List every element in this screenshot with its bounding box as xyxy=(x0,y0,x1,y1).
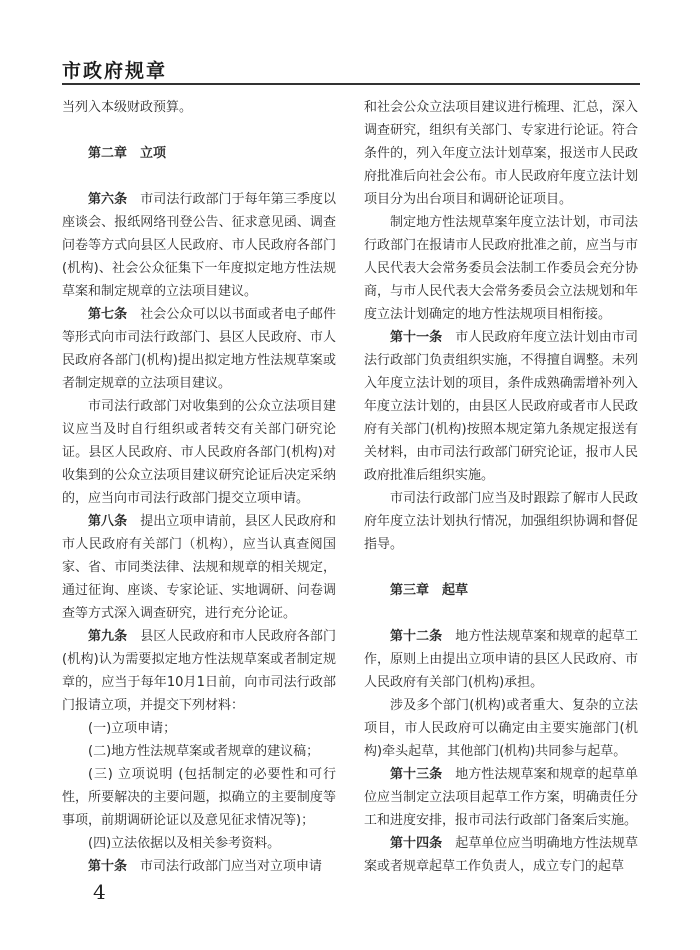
article-text: 市人民政府年度立法计划由市司法行政部门负责组织实施，不得擅自调整。未列入年度立法计划的项目，条件成熟确需增补列入年度立法计划的，由县区人民政府或者市人民政府有关部门(机构)按照本规定第九条规定报送有关材料，由市司法行政部门研究论证，报市人民政府批准后组织实施。 xyxy=(364,330,638,483)
article-9 xyxy=(62,625,336,717)
article-label: 第七条 xyxy=(88,307,128,322)
article-text: 社会公众可以以书面或者电子邮件等形式向市司法行政部门、县区人民政府、市人民政府各部门(机构)提出拟定地方性法规草案或者制定规章的立法项目建议。 xyxy=(62,307,336,391)
paragraph: 和社会公众立法项目建议进行梳理、汇总，深入调查研究，组织有关部门、专家进行论证。符合条件的，列入年度立法计划草案，报送市人民政府批准后向社会公布。市人民政府年度立法计划项目分为出台项目和调研论证项目。 xyxy=(364,100,638,207)
paragraph: 涉及多个部门(机构)或者重大、复杂的立法项目，市人民政府可以确定由主要实施部门(机构)牵头起草，其他部门(机构)共同参与起草。 xyxy=(364,698,638,759)
article-13 xyxy=(364,763,638,832)
article-label: 第十一条 xyxy=(390,330,443,345)
right-column xyxy=(364,96,638,878)
article-label: 第十四条 xyxy=(390,836,443,851)
list-item: (一)立项申请； xyxy=(88,721,177,736)
chapter-heading: 第二章 立项 xyxy=(88,146,167,161)
article-text: 县区人民政府和市人民政府各部门(机构)认为需要拟定地方性法规草案或者制定规章的，应当于每年10月1日前，向市司法行政部门报请立项，并提交下列材料： xyxy=(62,629,336,713)
article-label: 第十条 xyxy=(88,859,128,874)
article-text: 起草单位应当明确地方性法规草案或者规章起草工作负责人，成立专门的起草 xyxy=(364,836,638,874)
article-label: 第六条 xyxy=(88,192,128,207)
article-text: 提出立项申请前，县区人民政府和市人民政府有关部门（机构），应当认真查阅国家、省、市同类法律、法规和规章的相关规定，通过征询、座谈、专家论证、实地调研、问卷调查等方式深入调查研究，进行充分论证。 xyxy=(62,514,336,621)
article-6 xyxy=(62,188,336,303)
paragraph: 当列入本级财政预算。 xyxy=(62,100,193,115)
chapter-heading: 第三章 起草 xyxy=(390,583,469,598)
article-8 xyxy=(62,510,336,625)
article-text: 地方性法规草案和规章的起草单位应当制定立法项目起草工作方案，明确责任分工和进度安排，报市司法行政部门备案后实施。 xyxy=(364,767,638,828)
article-text: 市司法行政部门应当对立项申请 xyxy=(127,859,323,874)
section-title: 市政府规章 xyxy=(62,60,168,82)
left-column xyxy=(62,96,336,878)
paragraph: 制定地方性法规草案年度立法计划，市司法行政部门在报请市人民政府批准之前，应当与市人民代表大会常务委员会法制工作委员会充分协商，与市人民代表大会常务委员会立法规划和年度立法计划确定的地方性法规项目相衔接。 xyxy=(364,215,638,322)
article-label: 第十三条 xyxy=(390,767,443,782)
list-item: (二)地方性法规草案或者规章的建议稿； xyxy=(88,744,320,759)
article-10 xyxy=(62,855,336,878)
article-7 xyxy=(62,303,336,395)
list-item: (三) 立项说明 (包括制定的必要性和可行性，所要解决的主要问题，拟确立的主要制度等事项，前期调研论证以及意见征求情况等)； xyxy=(62,767,336,828)
article-text: 地方性法规草案和规章的起草工作，原则上由提出立项申请的县区人民政府、市人民政府有关部门(机构)承担。 xyxy=(364,629,638,690)
article-label: 第八条 xyxy=(88,514,128,529)
article-label: 第十二条 xyxy=(390,629,443,644)
paragraph: 市司法行政部门对收集到的公众立法项目建议应当及时自行组织或者转交有关部门研究论证。县区人民政府、市人民政府各部门(机构)对收集到的公众立法项目建议研究论证后决定采纳的，应当向市司法行政部门提交立项申请。 xyxy=(62,399,336,506)
header-divider xyxy=(62,83,640,85)
article-text: 市司法行政部门于每年第三季度以座谈会、报纸网络刊登公告、征求意见函、调查问卷等方式向县区人民政府、市人民政府各部门(机构)、社会公众征集下一年度拟定地方性法规草案和制定规章的立法项目建议。 xyxy=(62,192,336,299)
article-label: 第九条 xyxy=(88,629,128,644)
article-11 xyxy=(364,326,638,487)
list-item: (四)立法依据以及相关参考资料。 xyxy=(88,836,281,851)
article-14 xyxy=(364,832,638,878)
article-12 xyxy=(364,625,638,694)
paragraph: 市司法行政部门应当及时跟踪了解市人民政府年度立法计划执行情况，加强组织协调和督促指导。 xyxy=(364,491,638,552)
page-number: 4 xyxy=(93,880,106,904)
